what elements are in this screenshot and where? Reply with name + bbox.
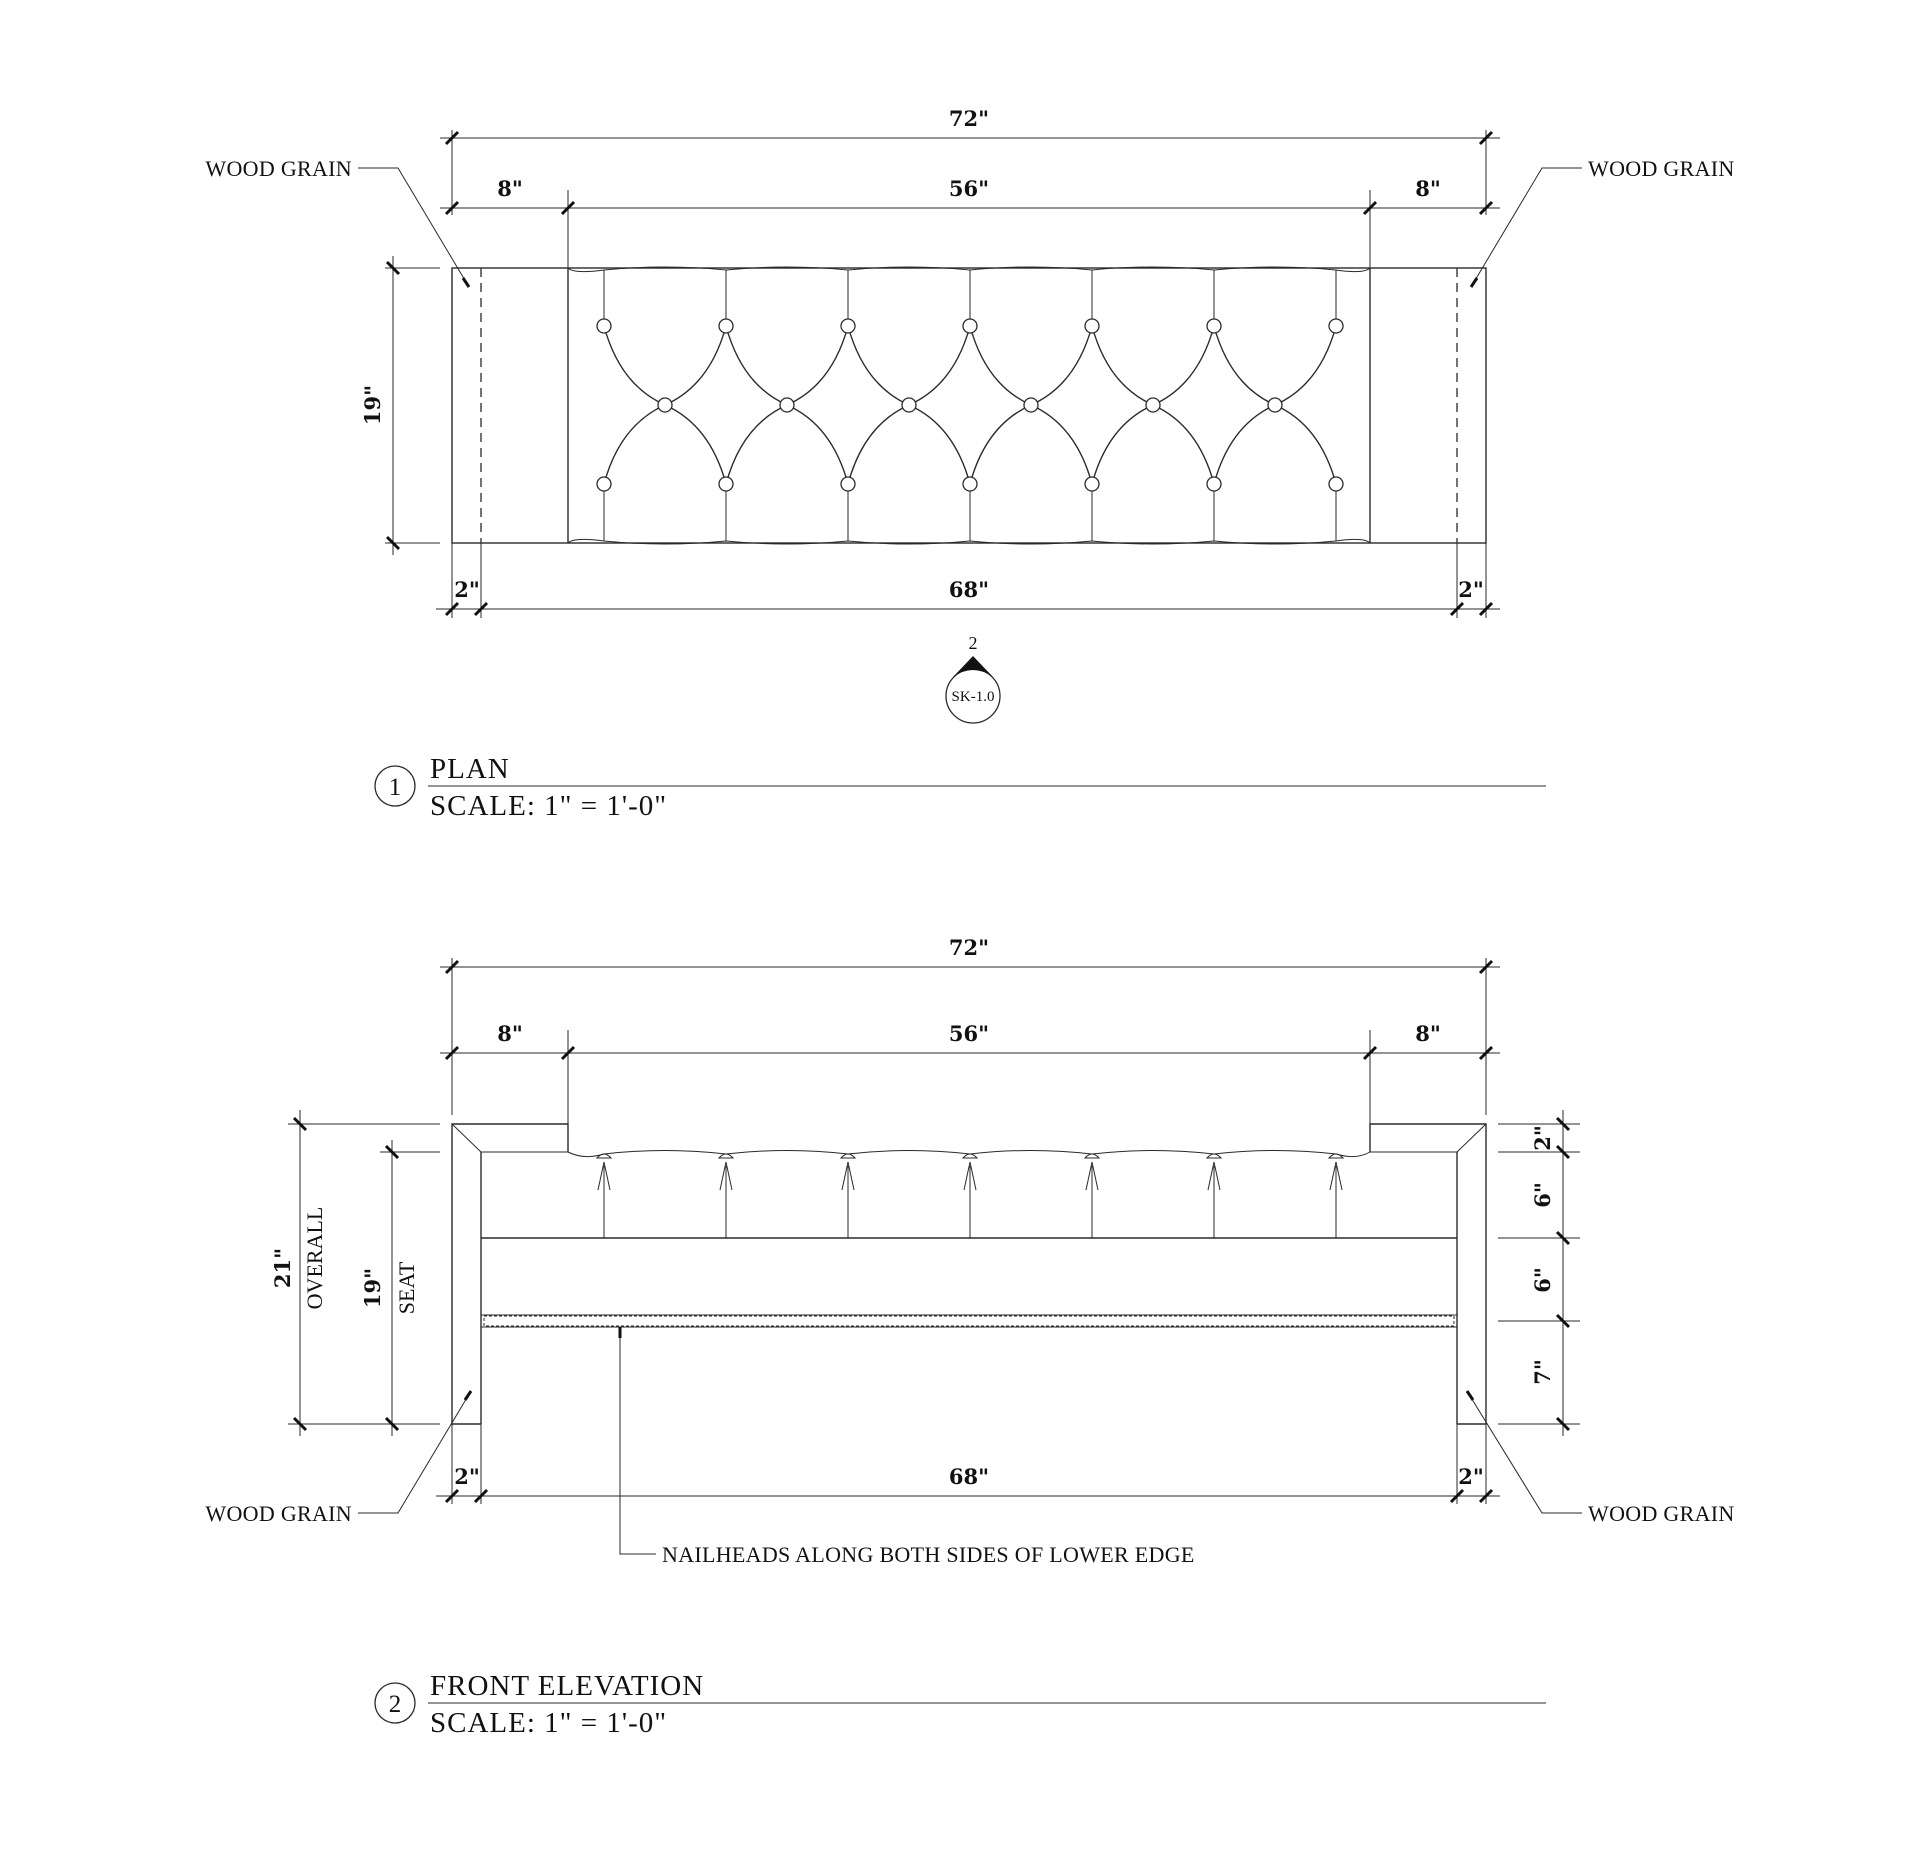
- tuft-button: [597, 319, 611, 333]
- plan-dim-overall-text: 72": [948, 106, 990, 131]
- nailhead-strip: [481, 1315, 1457, 1327]
- plan-view: [205, 106, 1734, 822]
- elevation-view: [205, 935, 1734, 1739]
- tuft-button: [963, 319, 977, 333]
- tuft-button: [1329, 319, 1343, 333]
- section-marker-sheet: SK-1.0: [951, 689, 995, 705]
- elev-dim-arm-right-text: 8": [1415, 1021, 1441, 1046]
- elev-dim-inset-right-text: 2": [1458, 1464, 1484, 1489]
- elev-dim-center-text: 56": [948, 1021, 990, 1046]
- elev-dim-overall-label: OVERALL: [302, 1206, 327, 1310]
- tuft-button: [1207, 319, 1221, 333]
- plan-title-scale: SCALE: 1" = 1'-0": [430, 790, 668, 822]
- elev-dim-inset-left-text: 2": [454, 1464, 480, 1489]
- plan-bench-outline: [452, 268, 1486, 543]
- elev-title-number: 2: [388, 1691, 402, 1718]
- plan-dim-depth: [360, 256, 440, 555]
- nailhead-note: [620, 1327, 1195, 1567]
- elev-dim-r1-text: 2": [1530, 1125, 1555, 1151]
- elev-dim-overall-height-text: 21": [270, 1247, 295, 1289]
- tuft-button: [841, 477, 855, 491]
- plan-title-number: 1: [388, 774, 402, 801]
- plan-dim-depth-text: 19": [360, 384, 385, 426]
- elev-title-scale: SCALE: 1" = 1'-0": [430, 1707, 668, 1739]
- plan-dim-inner: [436, 543, 1500, 618]
- tuft-button: [1207, 477, 1221, 491]
- tuft-button: [1268, 398, 1282, 412]
- plan-title-block: [375, 753, 1546, 822]
- plan-dim-arm-right-text: 8": [1415, 176, 1441, 201]
- tuft-button: [597, 477, 611, 491]
- tuft-button: [1329, 477, 1343, 491]
- elev-dim-overall-text: 72": [948, 935, 990, 960]
- section-marker-number: 2: [968, 633, 978, 653]
- plan-wood-grain-right-label: WOOD GRAIN: [1588, 156, 1735, 181]
- elev-dim-r3-text: 6": [1530, 1267, 1555, 1293]
- tuft-button: [1085, 319, 1099, 333]
- elev-dim-inner-text: 68": [948, 1464, 990, 1489]
- plan-tufting: [568, 267, 1370, 544]
- plan-dim-inset-right-text: 2": [1458, 577, 1484, 602]
- elev-wood-grain-left-label: WOOD GRAIN: [205, 1501, 352, 1526]
- tuft-button: [963, 477, 977, 491]
- tuft-button: [658, 398, 672, 412]
- nailhead-note-text: NAILHEADS ALONG BOTH SIDES OF LOWER EDGE: [662, 1542, 1195, 1567]
- tuft-button: [1085, 477, 1099, 491]
- elev-dim-right-stack: [1498, 1110, 1580, 1436]
- tuft-button: [719, 319, 733, 333]
- plan-dim-center-text: 56": [948, 176, 990, 201]
- tuft-button: [719, 477, 733, 491]
- elev-dim-inner: [436, 1424, 1500, 1504]
- elev-dim-r2-text: 6": [1530, 1182, 1555, 1208]
- plan-dim-segments: [440, 176, 1500, 268]
- elev-dim-segments: [440, 1021, 1500, 1124]
- plan-title-name: PLAN: [430, 753, 510, 785]
- elev-dim-arm-left-text: 8": [497, 1021, 523, 1046]
- tuft-button: [1146, 398, 1160, 412]
- plan-dim-inset-left-text: 2": [454, 577, 480, 602]
- tuft-button: [1024, 398, 1038, 412]
- tuft-button: [841, 319, 855, 333]
- plan-dim-inner-text: 68": [948, 577, 990, 602]
- elev-bench-body: [452, 1124, 1486, 1424]
- section-marker: [946, 633, 1000, 723]
- elev-dim-seat-height-text: 19": [360, 1267, 385, 1309]
- tuft-button: [780, 398, 794, 412]
- elev-dim-heights: [270, 1110, 440, 1436]
- elev-dim-seat-label: SEAT: [394, 1261, 419, 1315]
- elev-wood-grain-right-label: WOOD GRAIN: [1588, 1501, 1735, 1526]
- plan-wood-grain-left-label: WOOD GRAIN: [205, 156, 352, 181]
- elev-dim-r4-text: 7": [1530, 1359, 1555, 1385]
- elev-wood-grain-leaders: [205, 1391, 1734, 1526]
- elev-title-block: [375, 1670, 1546, 1739]
- elev-title-name: FRONT ELEVATION: [430, 1670, 705, 1702]
- plan-dim-arm-left-text: 8": [497, 176, 523, 201]
- tuft-button: [902, 398, 916, 412]
